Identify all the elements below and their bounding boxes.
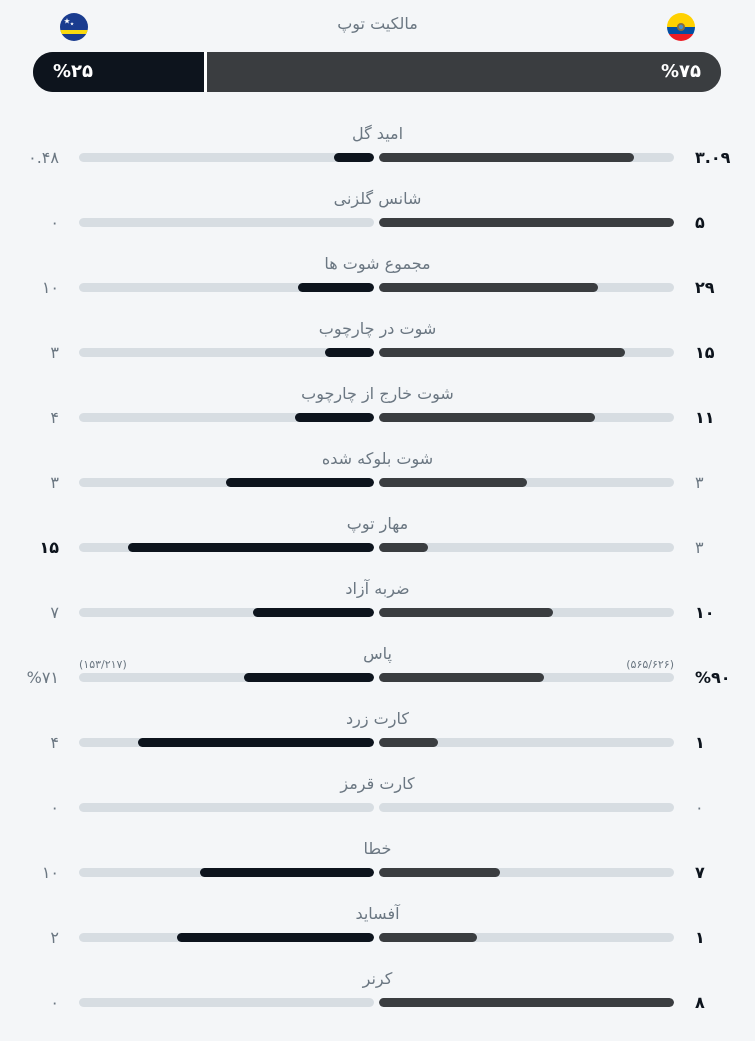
stat-home-track (379, 543, 674, 552)
stat-row (0, 904, 755, 976)
stat-row (0, 189, 755, 261)
stat-away-track (79, 933, 374, 942)
possession-home-fill (207, 52, 721, 92)
stat-home-track (379, 153, 674, 162)
stat-home-track (379, 608, 674, 617)
stat-home-detail: (۵۶۵/۶۲۶) (626, 658, 674, 671)
stat-away-value: ۰.۴۸ (28, 148, 59, 167)
stat-row (0, 579, 755, 651)
stat-away-fill (128, 543, 374, 552)
stat-home-value: ۳ (695, 538, 704, 557)
stat-home-fill (379, 413, 595, 422)
stat-away-fill (295, 413, 374, 422)
stat-row (0, 514, 755, 586)
stat-row (0, 449, 755, 521)
stat-home-track (379, 738, 674, 747)
stat-home-value: ۱۵ (695, 343, 715, 362)
stat-label: کرنر (362, 969, 393, 988)
stat-row (0, 124, 755, 196)
stat-home-track (379, 803, 674, 812)
stat-home-fill (379, 738, 438, 747)
stat-away-value: ۴ (50, 733, 59, 752)
stat-home-value: ۳ (695, 473, 704, 492)
stat-home-value: ۰ (695, 798, 704, 817)
stat-home-track (379, 283, 674, 292)
stat-home-track (379, 413, 674, 422)
stat-away-track (79, 153, 374, 162)
stat-away-track (79, 478, 374, 487)
stat-home-track (379, 673, 674, 682)
stat-home-value: ۱ (695, 733, 705, 752)
stat-away-value: ۰ (50, 798, 59, 817)
stat-away-fill (200, 868, 374, 877)
stat-away-value: ۷ (50, 603, 59, 622)
stat-home-value: ۱۱ (695, 408, 715, 427)
stat-home-track (379, 868, 674, 877)
stat-label: کارت زرد (346, 709, 409, 728)
stat-away-value: ۲ (50, 928, 59, 947)
stat-home-fill (379, 283, 598, 292)
stat-home-track (379, 218, 674, 227)
stat-home-value: ۳.۰۹ (695, 148, 731, 167)
stat-label: آفساید (355, 904, 400, 923)
stat-away-value: ۴ (50, 408, 59, 427)
stat-home-fill (379, 218, 674, 227)
stat-away-value: ۱۰ (41, 278, 59, 297)
stat-home-fill (379, 933, 477, 942)
stat-away-track (79, 218, 374, 227)
stat-away-track (79, 608, 374, 617)
stat-row (0, 644, 755, 716)
stat-away-fill (334, 153, 374, 162)
stat-row (0, 254, 755, 326)
stat-home-fill (379, 608, 553, 617)
stat-away-track (79, 283, 374, 292)
stat-away-fill (325, 348, 374, 357)
stat-away-track (79, 348, 374, 357)
possession-bar (33, 52, 721, 92)
stat-home-fill (379, 868, 500, 877)
stat-home-value: ۵ (695, 213, 705, 232)
stat-away-track (79, 673, 374, 682)
stat-row (0, 709, 755, 781)
stat-row (0, 384, 755, 456)
stat-away-track (79, 868, 374, 877)
stat-home-value: %۹۰ (695, 668, 731, 687)
stat-label: کارت قرمز (340, 774, 415, 793)
stat-away-fill (244, 673, 374, 682)
stat-label: شانس گلزنی (333, 189, 422, 208)
stat-away-value: %۷۱ (26, 668, 59, 687)
stat-row (0, 969, 755, 1041)
stat-away-detail: (۱۵۳/۲۱۷) (79, 658, 127, 671)
stat-home-value: ۱ (695, 928, 705, 947)
possession-home-value: %۷۵ (660, 61, 701, 82)
stat-label: شوت بلوکه شده (321, 449, 434, 468)
stat-away-value: ۱۰ (41, 863, 59, 882)
stat-home-value: ۸ (695, 993, 705, 1012)
stat-home-fill (379, 673, 544, 682)
stat-away-value: ۱۵ (39, 538, 59, 557)
stat-row (0, 774, 755, 846)
stat-home-value: ۷ (695, 863, 705, 882)
stat-home-fill (379, 543, 428, 552)
stat-away-value: ۳ (50, 473, 59, 492)
stat-row (0, 839, 755, 911)
stat-label: شوت در چارچوب (318, 319, 437, 338)
stat-away-track (79, 543, 374, 552)
stat-home-track (379, 478, 674, 487)
stat-away-fill (177, 933, 374, 942)
possession-header (0, 0, 755, 50)
possession-title: مالکیت توپ (337, 14, 418, 33)
stat-label: مهار توپ (346, 514, 409, 533)
possession-away-value: %۲۵ (53, 61, 94, 82)
stat-home-value: ۱۰ (695, 603, 715, 622)
stat-home-fill (379, 348, 625, 357)
stat-label: امید گل (351, 124, 404, 143)
stat-away-value: ۳ (50, 343, 59, 362)
stat-home-track (379, 348, 674, 357)
stat-away-fill (138, 738, 374, 747)
stat-away-track (79, 998, 374, 1007)
stat-home-value: ۲۹ (695, 278, 715, 297)
stat-label: خطا (363, 839, 392, 858)
stat-label: شوت خارج از چارچوب (301, 384, 454, 403)
stat-away-track (79, 803, 374, 812)
stat-home-track (379, 933, 674, 942)
stat-home-track (379, 998, 674, 1007)
stat-away-track (79, 413, 374, 422)
stat-row (0, 319, 755, 391)
stat-label: ضربه آزاد (345, 579, 410, 598)
stat-label: پاس (363, 644, 392, 663)
stat-away-value: ۰ (50, 993, 59, 1012)
stat-away-value: ۰ (50, 213, 59, 232)
stat-away-track (79, 738, 374, 747)
stat-away-fill (226, 478, 374, 487)
stat-away-fill (253, 608, 374, 617)
stat-home-fill (379, 998, 674, 1007)
stat-home-fill (379, 153, 634, 162)
stat-away-fill (298, 283, 374, 292)
stat-label: مجموع شوت ها (324, 254, 431, 273)
ecuador-flag-icon (667, 13, 695, 41)
stat-home-fill (379, 478, 527, 487)
